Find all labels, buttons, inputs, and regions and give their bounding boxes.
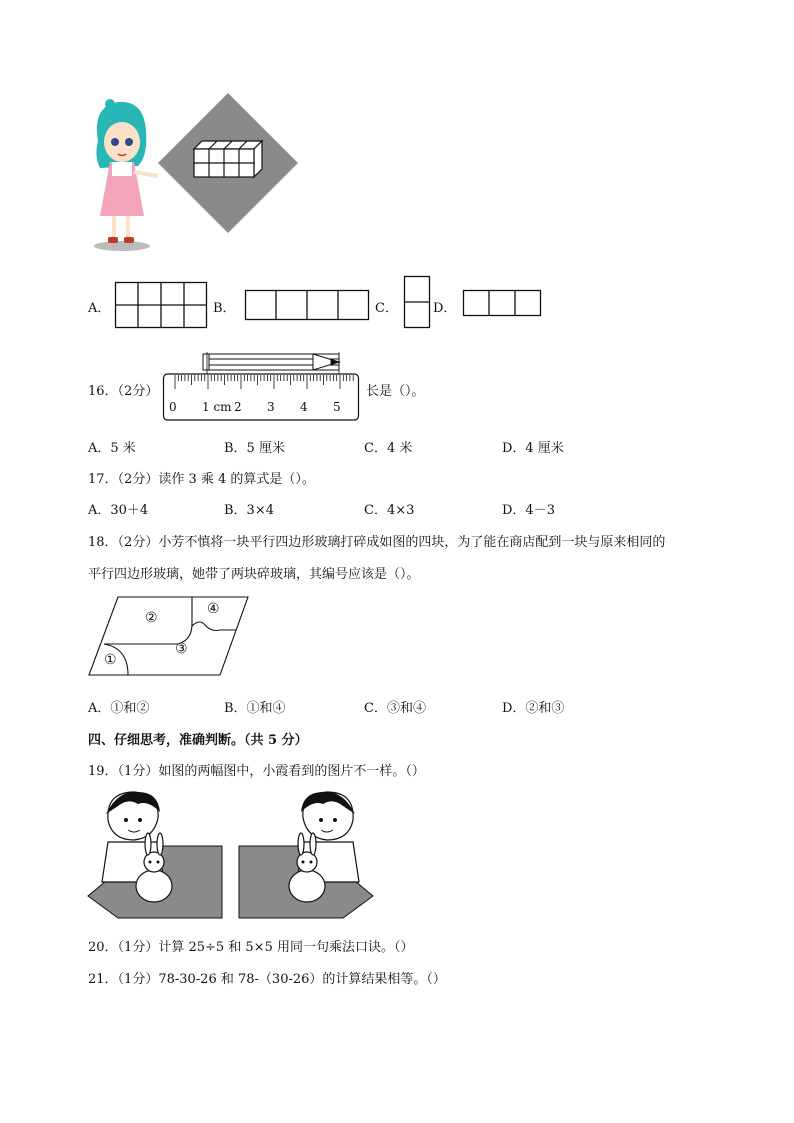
q15-option-a-figure[interactable] — [115, 282, 207, 328]
ruler-label-2: 2 — [234, 400, 242, 414]
q16-option-b[interactable]: B．5 厘米 — [224, 441, 285, 456]
q18-text-line2: 平行四边形玻璃，她带了两块碎玻璃，其编号应该是（）。 — [88, 567, 420, 582]
q16-suffix: 长是（）。 — [366, 384, 425, 399]
ruler-label-3: 3 — [267, 400, 275, 414]
q15-option-a-label[interactable]: A． — [88, 301, 111, 316]
glass-piece-2: ② — [145, 610, 158, 626]
q18-option-c[interactable]: C．③和④ — [364, 701, 426, 716]
ruler-label-4: 4 — [300, 400, 308, 414]
q15-option-d-label[interactable]: D． — [433, 301, 457, 316]
girl-illustration — [88, 96, 166, 256]
boy-rabbit-left-figure — [88, 790, 222, 920]
q18-text-line1: 18．（2分）小芳不慎将一块平行四边形玻璃打碎成如图的四块，为了能在商店配到一块与原来相同的 — [88, 535, 666, 550]
q17-text: 17．（2分）读作 3 乘 4 的算式是（）。 — [88, 472, 315, 487]
q21-text: 21．（1分）78-30-26 和 78-（30-26）的计算结果相等。（） — [88, 972, 446, 987]
q15-option-b-label[interactable]: B． — [213, 301, 236, 316]
q18-option-d[interactable]: D．②和③ — [502, 701, 565, 716]
q18-option-a[interactable]: A．①和② — [88, 701, 150, 716]
q15-option-c-label[interactable]: C． — [375, 301, 398, 316]
q19-text: 19．（1分）如图的两幅图中，小霞看到的图片不一样。（） — [88, 764, 425, 779]
boy-rabbit-right-figure — [239, 790, 373, 920]
q20-text: 20．（1分）计算 25÷5 和 5×5 用同一句乘法口诀。（） — [88, 940, 414, 955]
q17-option-a[interactable]: A．30＋4 — [88, 503, 149, 518]
q16-option-a[interactable]: A．5 米 — [88, 441, 136, 456]
cuboid-diamond-figure — [158, 93, 298, 233]
ruler-label-5: 5 — [333, 400, 341, 414]
pencil-ruler-figure — [163, 352, 359, 422]
section-4-title: 四、仔细思考，准确判断。（共 5 分） — [88, 733, 308, 748]
q15-option-c-figure[interactable] — [404, 276, 430, 328]
glass-piece-4: ④ — [207, 601, 220, 617]
glass-piece-3: ③ — [175, 641, 188, 657]
q15-option-d-figure[interactable] — [463, 290, 541, 316]
glass-piece-1: ① — [104, 652, 117, 668]
q17-option-c[interactable]: C．4×3 — [364, 503, 415, 518]
q17-option-b[interactable]: B．3×4 — [224, 503, 274, 518]
q16-option-d[interactable]: D．4 厘米 — [502, 441, 564, 456]
q15-option-b-figure[interactable] — [245, 290, 369, 320]
q17-option-d[interactable]: D．4－3 — [502, 503, 555, 518]
ruler-label-0: 0 — [169, 400, 177, 414]
q16-option-c[interactable]: C．4 米 — [364, 441, 413, 456]
q16-prefix: 16．（2分） — [88, 384, 159, 399]
q18-option-b[interactable]: B．①和④ — [224, 701, 286, 716]
ruler-label-1cm: 1 cm — [202, 400, 232, 414]
